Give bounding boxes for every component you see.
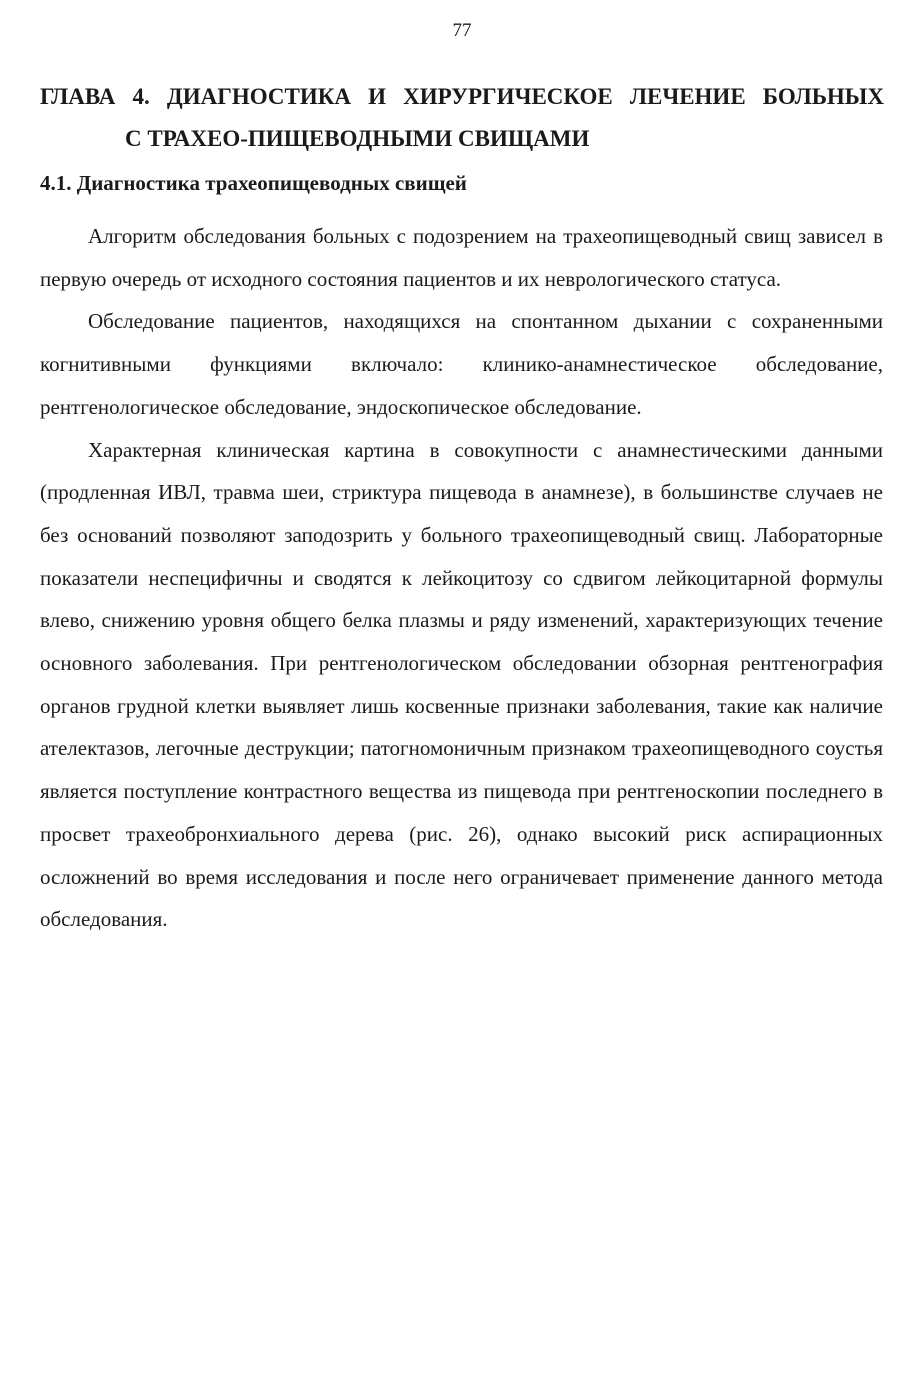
chapter-title-line-1: ГЛАВА 4. ДИАГНОСТИКА И ХИРУРГИЧЕСКОЕ ЛЕЧЕНИЕ БОЛЬНЫХ: [40, 84, 884, 109]
chapter-title: [40, 76, 884, 160]
chapter-title-line-2: С ТРАХЕО-ПИЩЕВОДНЫМИ СВИЩАМИ: [125, 126, 590, 151]
paragraph: Алгоритм обследования больных с подозрением на трахеопищеводный свищ зависел в первую очередь от исходного состояния пациентов и их неврологического статуса.: [40, 224, 883, 291]
page-number: 77: [452, 20, 472, 41]
section-title: 4.1. Диагностика трахеопищеводных свищей: [40, 171, 467, 195]
paragraph: Обследование пациентов, находящихся на спонтанном дыхании с сохраненными когнитивными функциями включало: клинико-анамнестическое обследование, рентгенологическое обследование, эндоскопическое обследование.: [40, 309, 883, 419]
paragraph: Характерная клиническая картина в совокупности с анамнестическими данными (продленная ИВЛ, травма шеи, стриктура пищевода в анамнезе), в большинстве случаев не без оснований позволяют заподозрить у больного трахеопищеводный свищ. Лабораторные показатели неспецифичны и сводятся к лейкоцитозу со сдвигом лейкоцитарной формулы влево, снижению уровня общего белка плазмы и ряду изменений, характеризующих течение основного заболевания. При рентгенологическом обследовании обзорная рентгенография органов грудной клетки выявляет лишь косвенные признаки заболевания, такие как наличие ателектазов, легочные деструкции; патогномоничным признаком трахеопищеводного соустья является поступление контрастного вещества из пищевода при рентгеноскопии последнего в просвет трахеобронхиального дерева (рис. 26), однако высокий риск аспирационных осложнений во время исследования и после него ограничевает применение данного метода обследования.: [40, 437, 883, 932]
body-text: [40, 215, 883, 941]
